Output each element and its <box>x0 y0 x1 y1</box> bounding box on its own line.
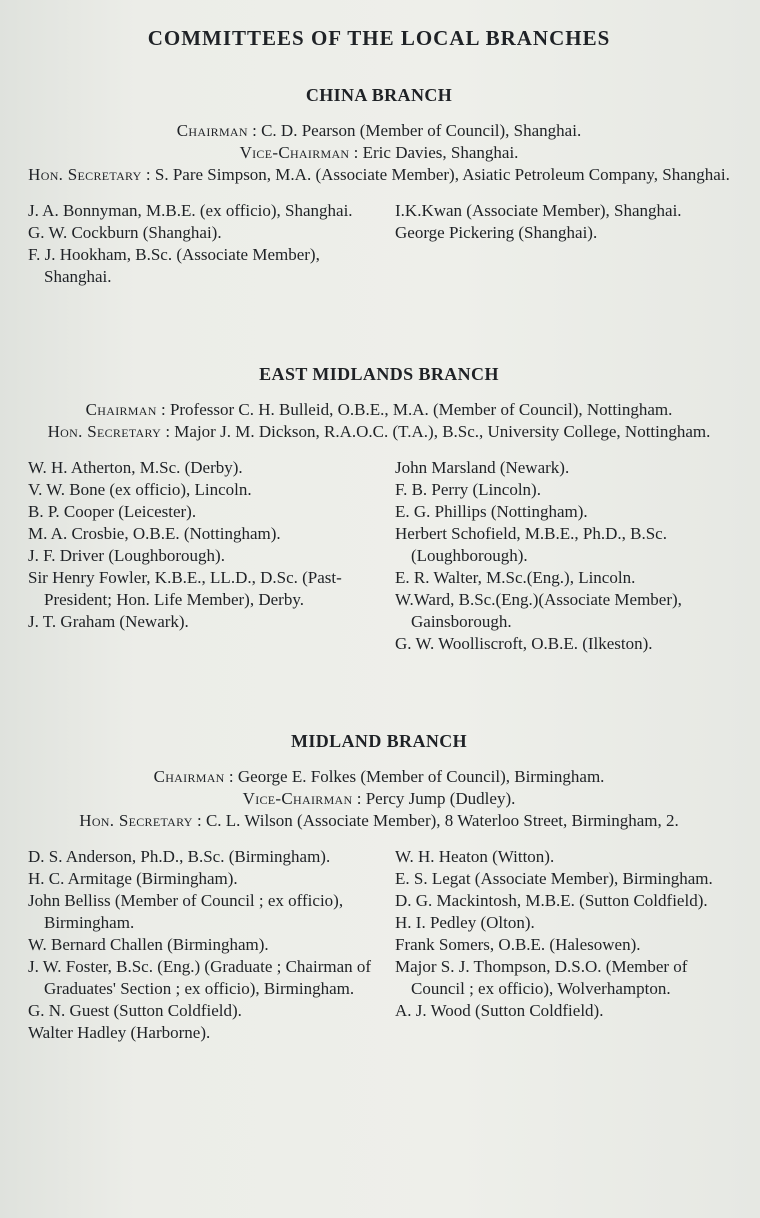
officer-text: : C. D. Pearson (Member of Council), Shanghai. <box>252 121 582 140</box>
member-entry: D. S. Anderson, Ph.D., B.Sc. (Birmingham). <box>28 847 331 866</box>
member-entry: H. I. Pedley (Olton). <box>395 913 535 932</box>
member-column-right <box>395 200 730 288</box>
officer-line <box>28 120 730 142</box>
member-entry: W. H. Atherton, M.Sc. (Derby). <box>28 458 243 477</box>
member-entry: V. W. Bone (ex officio), Lincoln. <box>28 480 252 499</box>
officer-line <box>28 164 730 186</box>
officer-line <box>28 142 730 164</box>
member-entry: E. S. Legat (Associate Member), Birmingham. <box>395 869 713 888</box>
member-entry: B. P. Cooper (Leicester). <box>28 502 197 521</box>
page-title: COMMITTEES OF THE LOCAL BRANCHES <box>147 26 611 50</box>
member-entry: G. N. Guest (Sutton Coldfield). <box>28 1001 242 1020</box>
member-entry: F. B. Perry (Lincoln). <box>395 480 541 499</box>
member-entry: Herbert Schofield, M.B.E., Ph.D., B.Sc. (Loughborough). <box>395 524 667 565</box>
member-entry: John Marsland (Newark). <box>395 458 570 477</box>
officer-role: Vice-Chairman <box>242 789 353 808</box>
branch-title: MIDLAND BRANCH <box>290 731 468 751</box>
officer-text: : Percy Jump (Dudley). <box>356 789 516 808</box>
officer-text: : Eric Davies, Shanghai. <box>353 143 519 162</box>
member-column-right <box>395 846 730 1044</box>
officer-role: Chairman <box>153 767 225 786</box>
member-entry: D. G. Mackintosh, M.B.E. (Sutton Coldfield). <box>395 891 708 910</box>
member-entry: W. Bernard Challen (Birmingham). <box>28 935 269 954</box>
member-entry: E. R. Walter, M.Sc.(Eng.), Lincoln. <box>395 568 636 587</box>
officer-role: Hon. Secretary <box>47 422 162 441</box>
branch-title: CHINA BRANCH <box>305 85 453 105</box>
officer-text: : George E. Folkes (Member of Council), Birmingham. <box>228 767 605 786</box>
member-entry: J. A. Bonnyman, M.B.E. (ex officio), Shanghai. <box>28 201 353 220</box>
officer-text: : C. L. Wilson (Associate Member), 8 Waterloo Street, Birmingham, 2. <box>196 811 679 830</box>
member-entry: W.Ward, B.Sc.(Eng.)(Associate Member), Gainsborough. <box>395 590 682 631</box>
officer-line <box>28 421 730 443</box>
member-entry: A. J. Wood (Sutton Coldfield). <box>395 1001 604 1020</box>
branch-section-midland <box>28 731 730 1044</box>
member-entry: J. T. Graham (Newark). <box>28 612 189 631</box>
officer-line <box>28 399 730 421</box>
member-column-left <box>28 846 386 1044</box>
member-entry: George Pickering (Shanghai). <box>395 223 598 242</box>
member-entry: F. J. Hookham, B.Sc. (Associate Member), Shanghai. <box>28 245 320 286</box>
member-entry: J. W. Foster, B.Sc. (Eng.) (Graduate ; Chairman of Graduates' Section ; ex officio), Birmingham. <box>28 957 372 998</box>
member-columns <box>28 457 730 655</box>
officer-role: Hon. Secretary <box>79 811 193 830</box>
officer-line <box>28 810 730 832</box>
member-entry: Walter Hadley (Harborne). <box>28 1023 211 1042</box>
member-entry: Major S. J. Thompson, D.S.O. (Member of Council ; ex officio), Wolverhampton. <box>395 957 688 998</box>
officer-line <box>28 788 730 810</box>
member-entry: G. W. Cockburn (Shanghai). <box>28 223 222 242</box>
officer-text: : S. Pare Simpson, M.A. (Associate Member), Asiatic Petroleum Company, Shanghai. <box>145 165 730 184</box>
member-columns <box>28 200 730 288</box>
member-entry: H. C. Armitage (Birmingham). <box>28 869 238 888</box>
member-columns <box>28 846 730 1044</box>
member-entry: M. A. Crosbie, O.B.E. (Nottingham). <box>28 524 281 543</box>
member-entry: J. F. Driver (Loughborough). <box>28 546 225 565</box>
officer-role: Vice-Chairman <box>239 143 350 162</box>
member-entry: G. W. Woolliscroft, O.B.E. (Ilkeston). <box>395 634 653 653</box>
member-entry: Sir Henry Fowler, K.B.E., LL.D., D.Sc. (Past-President; Hon. Life Member), Derby. <box>28 568 342 609</box>
officer-role: Chairman <box>176 121 248 140</box>
member-entry: John Belliss (Member of Council ; ex officio), Birmingham. <box>28 891 344 932</box>
member-entry: W. H. Heaton (Witton). <box>395 847 555 866</box>
member-column-left <box>28 200 386 288</box>
officer-text: : Professor C. H. Bulleid, O.B.E., M.A. (Member of Council), Nottingham. <box>160 400 673 419</box>
officer-text: : Major J. M. Dickson, R.A.O.C. (T.A.), B.Sc., University College, Nottingham. <box>165 422 711 441</box>
branch-title: EAST MIDLANDS BRANCH <box>259 364 499 384</box>
branch-section-east-midlands <box>28 364 730 655</box>
member-entry: E. G. Phillips (Nottingham). <box>395 502 588 521</box>
member-column-left <box>28 457 386 655</box>
officer-line <box>28 766 730 788</box>
member-column-right <box>395 457 730 655</box>
officer-role: Hon. Secretary <box>28 165 142 184</box>
officer-role: Chairman <box>85 400 157 419</box>
member-entry: Frank Somers, O.B.E. (Halesowen). <box>395 935 641 954</box>
member-entry: I.K.Kwan (Associate Member), Shanghai. <box>395 201 682 220</box>
branch-section-china <box>28 85 730 288</box>
